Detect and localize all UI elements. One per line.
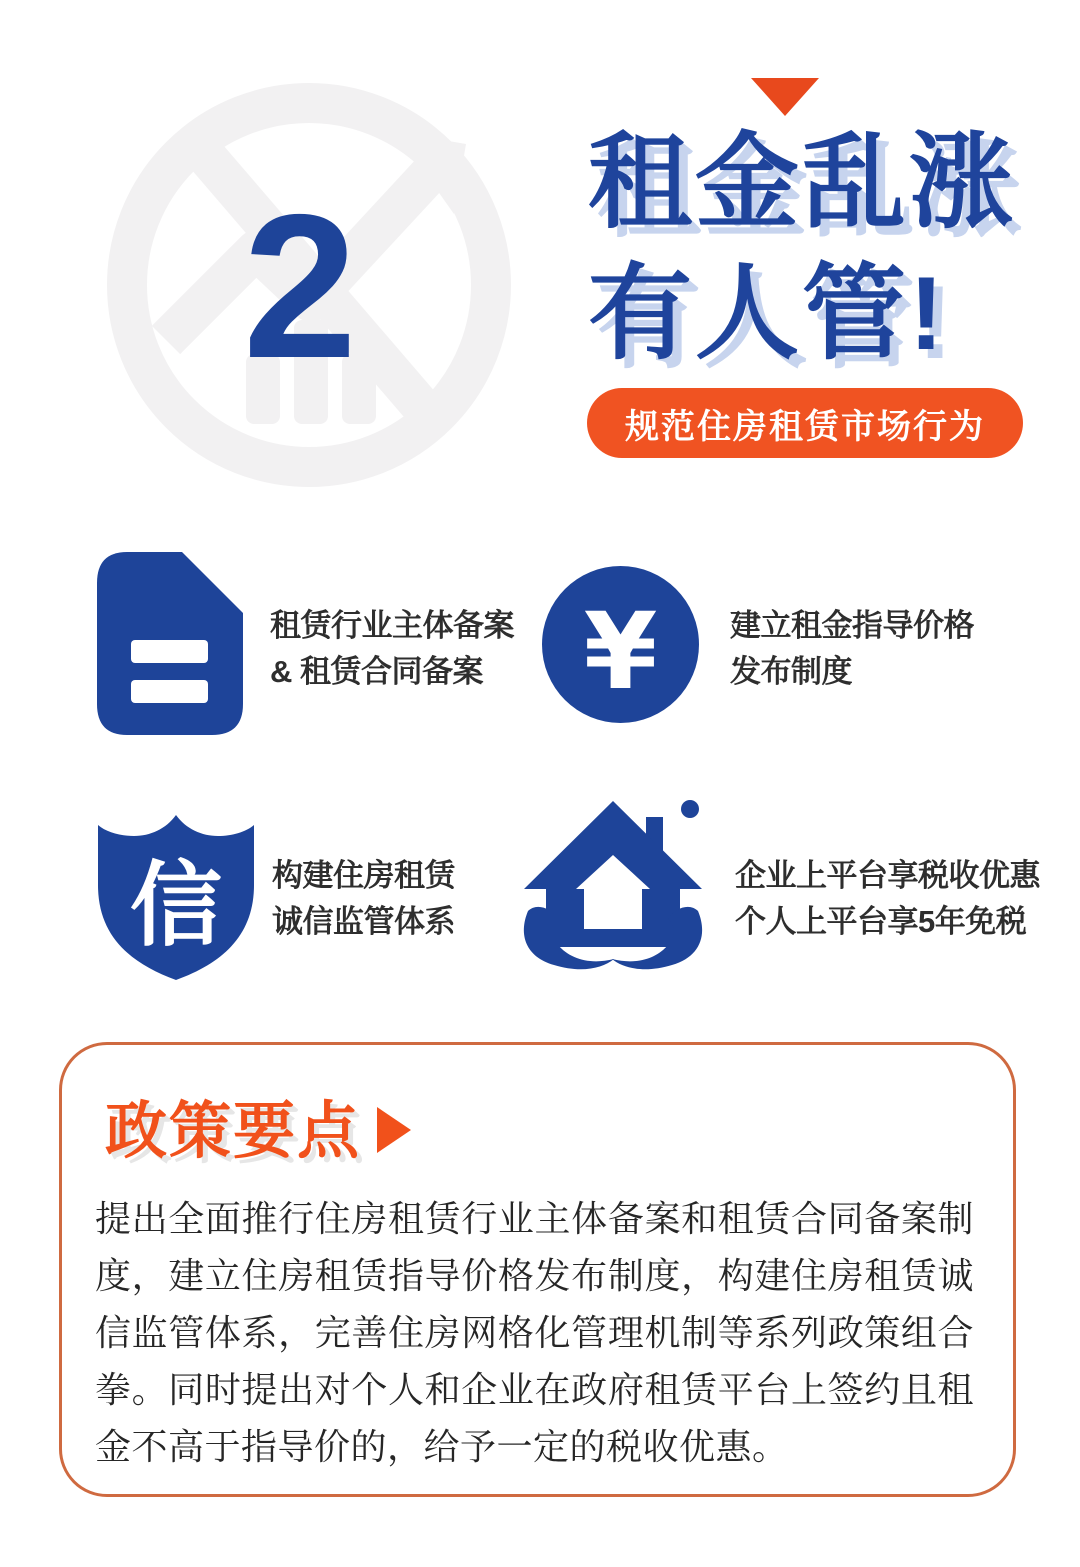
feature-text-line: 诚信监管体系 xyxy=(272,904,455,939)
feature-text-line: 企业上平台享税收优惠 xyxy=(735,858,1040,893)
shield-character: 信 xyxy=(129,855,223,957)
feature-text-line: & 租赁合同备案 xyxy=(270,654,483,689)
policy-summary-box xyxy=(59,1042,1016,1497)
main-title xyxy=(588,118,1016,380)
section-number: 2 xyxy=(242,172,357,401)
feature-text-line: 租赁行业主体备案 xyxy=(270,608,514,643)
policy-title-row xyxy=(105,1081,974,1170)
document-icon xyxy=(97,552,243,735)
feature-text-registration xyxy=(270,603,514,695)
feature-text-tax-benefit xyxy=(735,853,1040,945)
down-triangle-icon xyxy=(751,78,819,116)
document-line xyxy=(131,640,208,663)
policy-body-text: 提出全面推行住房租赁行业主体备案和租赁合同备案制度，建立住房租赁指导价格发布制度，构建住房租赁诚信监管体系，完善住房网格化管理机制等系列政策组合拳。同时提出对个人和企业在政府租赁平台上签约且租金不高于指导价的，给予一定的税收优惠。 xyxy=(95,1198,974,1467)
trust-shield-icon xyxy=(95,813,257,981)
right-triangle-icon xyxy=(377,1107,411,1153)
house-in-hands-icon xyxy=(518,795,708,985)
feature-text-line: 建立租金指导价格 xyxy=(730,608,974,643)
house-dot xyxy=(681,800,699,818)
yuan-coin-icon xyxy=(542,566,699,723)
main-title-line1: 租金乱涨 xyxy=(588,125,1017,241)
subtitle-badge: 规范住房租赁市场行为 xyxy=(587,388,1023,458)
feature-text-line: 个人上平台享5年免税 xyxy=(735,904,1027,939)
feature-text-price-guide xyxy=(730,603,974,695)
policy-title: 政策要点 xyxy=(105,1097,362,1166)
feature-text-credit-system xyxy=(272,853,455,945)
yuan-symbol: ¥ xyxy=(583,590,658,713)
document-line xyxy=(131,680,208,703)
main-title-line2: 有人管! xyxy=(588,256,947,372)
feature-text-line: 构建住房租赁 xyxy=(272,858,455,893)
feature-text-line: 发布制度 xyxy=(730,654,852,689)
